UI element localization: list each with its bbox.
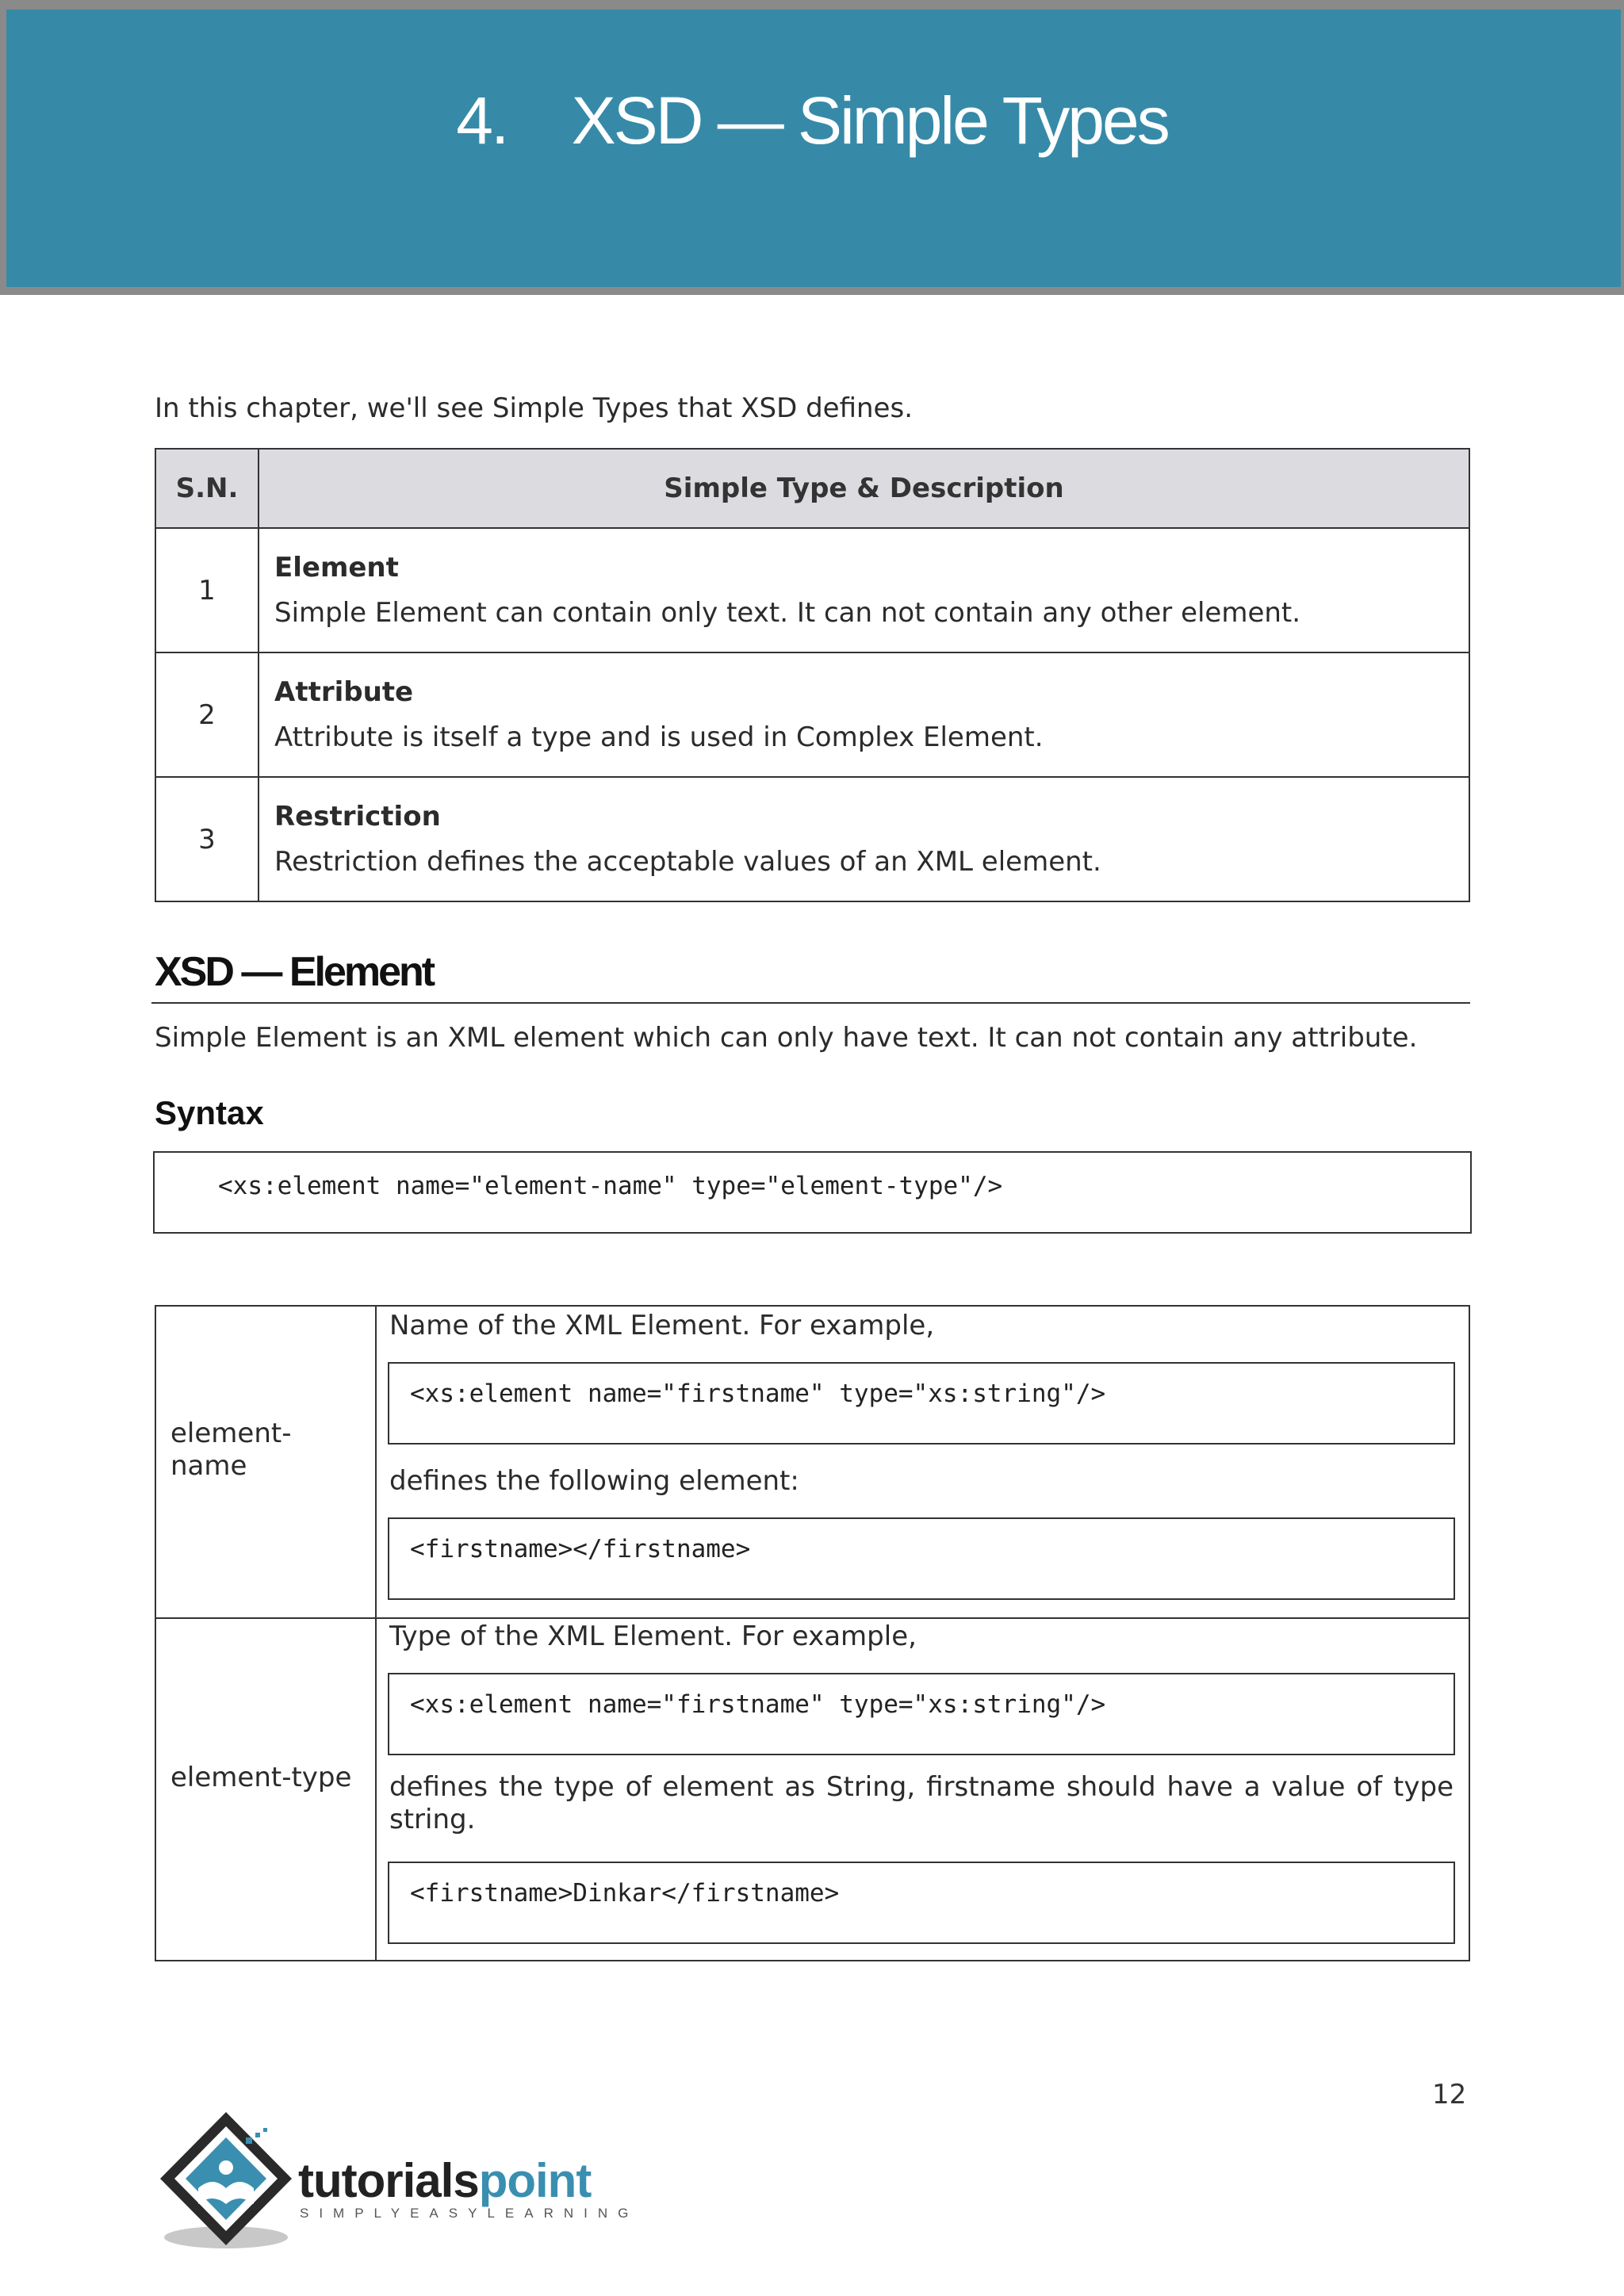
section-paragraph: Simple Element is an XML element which can only have text. It can not contain any attribute. — [155, 1022, 1418, 1054]
chapter-banner — [0, 0, 1624, 295]
section-divider — [151, 1002, 1470, 1004]
row-text: Restriction defines the acceptable values of an XML element. — [274, 845, 1101, 878]
chapter-title: 4. XSD — Simple Types — [456, 83, 1168, 158]
table-row — [155, 777, 1469, 901]
header-sn: S.N. — [155, 449, 259, 528]
parameters-table — [155, 1305, 1470, 1961]
row-title: Restriction — [274, 800, 441, 832]
row-text: Attribute is itself a type and is used in Complex Element. — [274, 721, 1044, 753]
row-description — [259, 777, 1469, 901]
syntax-code-block: <xs:element name="element-name" type="element-type"/> — [153, 1151, 1472, 1234]
row-sn: 3 — [155, 777, 259, 901]
syntax-heading: Syntax — [155, 1094, 264, 1131]
column-divider — [375, 1307, 377, 1960]
table-row — [155, 528, 1469, 652]
row-title: Attribute — [274, 675, 414, 708]
logo-word-point: point — [478, 2154, 592, 2207]
row-divider — [156, 1617, 1469, 1619]
section-title: XSD — Element — [155, 949, 434, 995]
code-example: <firstname>Dinkar</firstname> — [388, 1862, 1455, 1944]
param-text: defines the following element: — [389, 1465, 799, 1497]
row-text: Simple Element can contain only text. It can not contain any other element. — [274, 596, 1301, 629]
param-text: Type of the XML Element. For example, — [389, 1621, 917, 1652]
page-number: 12 — [1432, 2079, 1467, 2110]
param-label-element-type: element-type — [170, 1762, 352, 1793]
table-header-row — [155, 449, 1469, 528]
logo-wordmark — [298, 2153, 591, 2208]
row-title: Element — [274, 551, 399, 584]
logo-tagline: SIMPLYEASYLEARNING — [300, 2206, 639, 2221]
row-description — [259, 528, 1469, 652]
intro-paragraph: In this chapter, we'll see Simple Types that XSD defines. — [155, 392, 914, 424]
simple-types-table — [155, 448, 1470, 902]
param-label-element-name: element-name — [170, 1418, 292, 1482]
logo-emblem-icon — [151, 2106, 301, 2256]
code-example: <firstname></firstname> — [388, 1517, 1455, 1600]
param-text: Name of the XML Element. For example, — [389, 1310, 935, 1341]
table-row — [155, 652, 1469, 777]
row-sn: 1 — [155, 528, 259, 652]
logo-word-tutorials: tutorials — [298, 2154, 479, 2207]
row-description — [259, 652, 1469, 777]
code-example: <xs:element name="firstname" type="xs:string"/> — [388, 1673, 1455, 1755]
tutorialspoint-logo — [151, 2106, 674, 2256]
header-description: Simple Type & Description — [259, 449, 1469, 528]
code-example: <xs:element name="firstname" type="xs:string"/> — [388, 1362, 1455, 1445]
param-text: defines the type of element as String, firstname should have a value of type string. — [389, 1771, 1454, 1835]
row-sn: 2 — [155, 652, 259, 777]
